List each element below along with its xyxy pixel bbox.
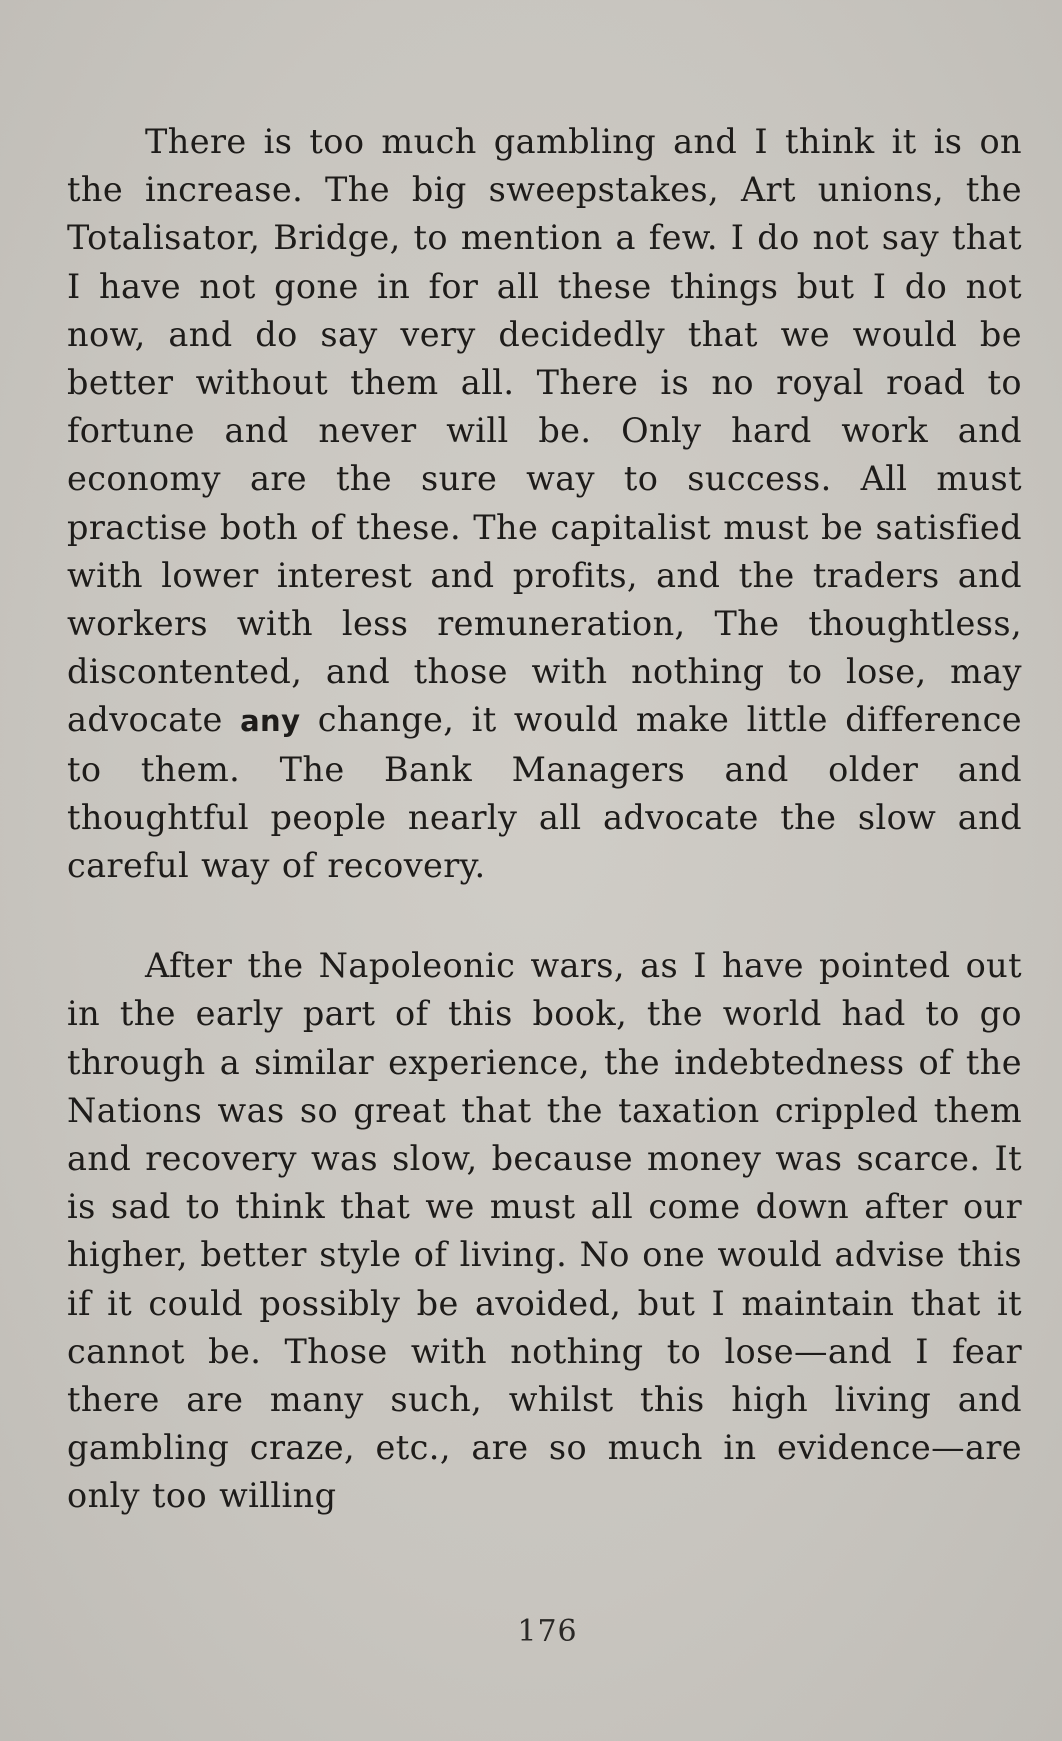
page-number: 176 xyxy=(517,1614,578,1649)
paragraph-gambling-text: There is too much gambling and I think it is on the increase. The big sweepstakes, Art unions, the Totalisator, Bridge, to mention a few. I do not say that I have not gone in for all these things but I do not now, and do say very decidedly that we would be better without them all. There is no royal road to fortune and never will be. Only hard work and economy are the sure way to success. All must practise both of these. The capitalist must be satisfied with lower interest and profits, and the traders and workers with less remuneration, The thoughtless, discontented, and those with nothing to lose, may advocate xyxy=(67,122,1022,740)
paragraph-gambling xyxy=(67,118,1022,890)
paragraph-gambling-text-end: change, it would make little difference to them. The Bank Managers and older and thoughtful people nearly all advocate the slow and careful way of recovery. xyxy=(67,700,1022,886)
paragraph-napoleonic-wars: After the Napoleonic wars, as I have pointed out in the early part of this book, the world had to go through a similar experience, the indebtedness of the Nations was so great that the taxation crippled them and recovery was slow, because money was scarce. It is sad to think that we must all come down after our higher, better style of living. No one would advise this if it could possibly be avoided, but I maintain that it cannot be. Those with nothing to lose—and I fear there are many such, whilst this high living and gambling craze, etc., are so much in evidence—are only too willing xyxy=(67,946,1022,1516)
emphasized-word: any xyxy=(240,704,301,739)
page-body xyxy=(67,118,1022,1521)
